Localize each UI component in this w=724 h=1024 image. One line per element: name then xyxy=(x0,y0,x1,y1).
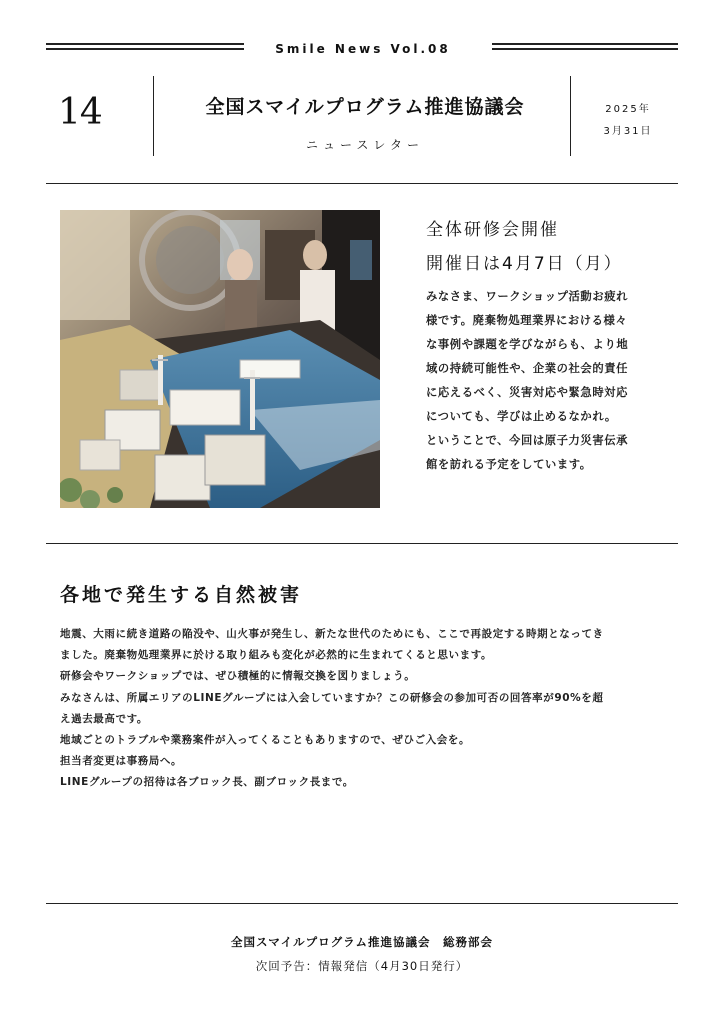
masthead-rule-right-bottom xyxy=(492,48,678,50)
feature-body-line: 館を訪れる予定をしています。 xyxy=(426,458,592,471)
date-day: 3月31日 xyxy=(603,126,653,137)
feature-date-line: 開催日は4月7日（月） xyxy=(426,254,623,274)
newsletter-subtitle: ニュースレター xyxy=(306,138,424,152)
masthead-rule-left-top xyxy=(46,43,244,45)
feature-body-line: 域の持続可能性や、企業の社会的責任 xyxy=(426,362,629,375)
feature-body xyxy=(426,285,664,477)
masthead-rule-right-top xyxy=(492,43,678,45)
feature-heading: 全体研修会開催 xyxy=(426,220,559,240)
section-body-line: 地域ごとのトラブルや業務案件が入ってくることもありますので、ぜひご入会を。 xyxy=(60,734,471,747)
section-body-line: 研修会やワークショップでは、ぜひ積極的に情報交換を図りましょう。 xyxy=(60,670,416,683)
header-divider-left xyxy=(153,76,154,156)
diorama-photo-image xyxy=(60,210,380,508)
feature-photo xyxy=(60,210,380,508)
feature-body-line: についても、学びは止めるなかれ。 xyxy=(426,410,617,423)
feature-body-line: な事例や課題を学びながらも、より地 xyxy=(426,338,629,351)
section-body-line: 地震、大雨に続き道路の陥没や、山火事が発生し、新たな世代のためにも、ここで再設定する時期となってき xyxy=(60,628,604,640)
footer-rule xyxy=(46,903,678,904)
masthead-title: Smile News Vol.08 xyxy=(275,42,451,56)
section-divider xyxy=(46,543,678,544)
section-heading: 各地で発生する自然被害 xyxy=(60,584,303,606)
feature-body-line: ということで、今回は原子力災害伝承 xyxy=(426,434,629,447)
header-divider-right xyxy=(570,76,571,156)
masthead-rule-left-bottom xyxy=(46,48,244,50)
issue-number: 14 xyxy=(58,92,102,133)
date-year: 2025年 xyxy=(605,104,651,115)
section-body-line: ました。廃棄物処理業界に於ける取り組みも変化が必然的に生まれてくると思います。 xyxy=(60,649,493,662)
section-body-line: LINEグループの招待は各ブロック長、副ブロック長まで。 xyxy=(60,776,354,789)
header-bottom-rule xyxy=(46,183,678,184)
feature-body-line: みなさま、ワークショップ活動お疲れ xyxy=(426,290,629,303)
section-body xyxy=(60,624,670,794)
section-body-line: 担当者変更は事務局へ。 xyxy=(60,755,183,768)
feature-body-line: 様です。廃棄物処理業界における様々 xyxy=(426,314,628,327)
footer-org-department: 全国スマイルプログラム推進協議会 総務部会 xyxy=(231,935,493,949)
section-body-line: みなさんは、所属エリアのLINEグループには入会していますか？この研修会の参加可否の回答率が90%を超 xyxy=(60,691,604,704)
section-body-line: え過去最高です。 xyxy=(60,712,148,725)
footer-next-issue: 次回予告：情報発信（4月30日発行） xyxy=(255,959,469,973)
org-title: 全国スマイルプログラム推進協議会 xyxy=(205,96,525,118)
feature-body-line: に応えるべく、災害対応や緊急時対応 xyxy=(426,386,629,399)
